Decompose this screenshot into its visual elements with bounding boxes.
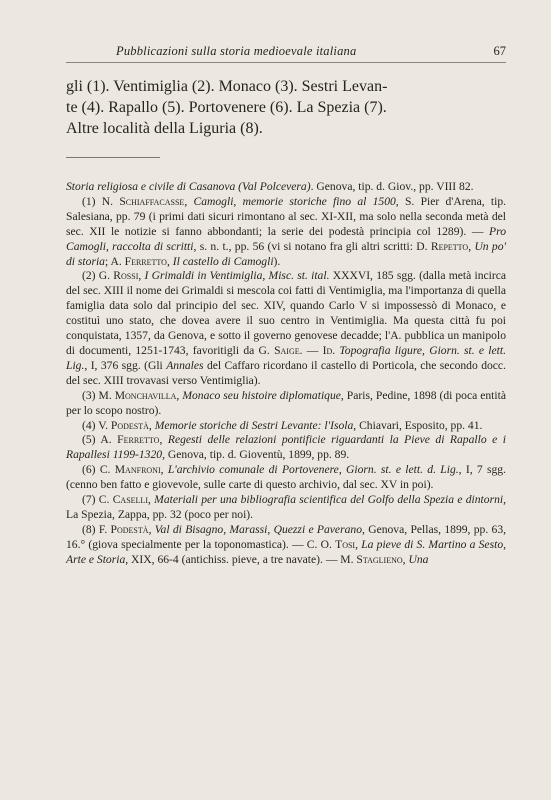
footnote: [66, 419, 506, 434]
body-line: Altre località della Liguria (8).: [66, 120, 263, 137]
footnote: [66, 433, 506, 463]
footnote-text: ,: [184, 194, 194, 208]
footnote-separator: [66, 157, 160, 158]
footnote-author: Caselli: [112, 493, 148, 507]
body-line: te (4). Rapallo (5). Portovenere (6). La Spezia (7).: [66, 99, 387, 116]
footnote-text: (6) C.: [82, 463, 115, 477]
footnote-title: Monaco seu histoire diplomatique: [182, 388, 341, 402]
footnote-title: Topografia ligure, Giorn. st. e lett. Lig.: [66, 343, 507, 372]
footnote-author: Repetto: [430, 239, 469, 253]
footnote-title: Il castello di Camogli: [172, 254, 274, 268]
footnote-text: ).: [273, 254, 281, 268]
footnote-author: Podestà: [110, 418, 149, 432]
footnote-text: , Genova, Pellas, 1899, pp. 63, 16.° (giova specialmente per la toponomastica). — C. O.: [66, 522, 507, 551]
footnote-author: Schiaffacasse: [119, 194, 185, 208]
footnote-text: ,: [176, 388, 183, 402]
footnote-text: ,: [160, 463, 168, 477]
footnote-text: XXXVI, 185 sgg. (dalla metà incirca del sec. XIII il nome dei Grimaldi si mescola coi fatti di Ventimiglia, ma l'importanza di quella famiglia data solo dal principio del sec. XIV, quando Carlo V si impossessò di Monaco, e costituì uno stato, che dovea avere il suo centro in Ventimiglia. Ma questa città fu poi conquistata, 1357, da Genova, e sotto il governo genovese decadde; l'A. pubblica un manipolo di documenti, 1251-1743, favoritigli da G.: [66, 269, 507, 357]
footnote-text: ,: [148, 493, 155, 507]
footnote-author: Manfroni: [114, 463, 161, 477]
footnote-text: , Genova, tip. d. Gioventù, 1899, pp. 89.: [162, 448, 350, 462]
footnote-author: Monchavilla: [114, 388, 177, 402]
footnote-title: Memorie storiche di Sestri Levante: l'Isola: [154, 418, 354, 432]
footnote-text: , I, 376 sgg. (Gli: [84, 358, 167, 372]
footnote-text: , I, 7 sgg. (cenno ben fatto e giovevole, sulle carte di questo archivio, dal sec. XV in poi).: [66, 463, 506, 492]
footnote: [66, 180, 506, 195]
footnote-text: ; A.: [104, 254, 125, 268]
footnotes: [66, 180, 506, 568]
footnote-text: .: [332, 343, 340, 357]
footnote-author: Ferretto: [124, 254, 167, 268]
footnote-text: (8) F.: [82, 522, 111, 536]
footnote-text: . Genova, tip. d. Giov., pp. VIII 82.: [310, 180, 474, 193]
body-text: [66, 76, 506, 139]
header-rule: [66, 62, 506, 63]
footnote-text: ,: [402, 552, 409, 566]
footnote-text: ,: [166, 254, 173, 268]
footnote-text: , XIX, 66-4 (antichiss. pieve, a tre navate). — M.: [125, 552, 357, 566]
footnote-text: ,: [159, 433, 168, 447]
footnote-title: Pro Camogli, raccolta di scritti: [66, 224, 506, 253]
page-number: 67: [493, 44, 506, 58]
footnote-title: Annales: [166, 358, 204, 372]
footnote-text: ,: [138, 269, 145, 283]
footnote: [66, 463, 506, 493]
footnote-title: Storia religiosa e civile di Casanova (Val Polcevera): [66, 180, 311, 193]
footnote-text: (3) M.: [82, 388, 115, 402]
footnote: [66, 493, 506, 523]
footnote-title: Camogli, memorie storiche fino al 1500: [193, 194, 396, 208]
body-paragraph: [66, 76, 506, 139]
footnote-text: del Caffaro ricordano il castello di Porticola, che secondo docc. del sec. XIII trovavasi verso Ventimiglia).: [66, 358, 506, 387]
footnote-text: (7) C.: [82, 493, 113, 507]
footnote: [66, 389, 506, 419]
footnote-text: , Paris, Pedine, 1898 (di poca entità per lo scopo nostro).: [66, 388, 506, 417]
footnote-title: La pieve di S. Martino a Sesto, Arte e Storia: [66, 537, 507, 566]
footnote-author: Id: [322, 343, 333, 357]
footnote-text: . —: [299, 343, 323, 357]
footnote-author: Staglieno: [356, 552, 403, 566]
footnote-text: (1) N.: [82, 194, 120, 208]
running-title: Pubblicazioni sulla storia medioevale italiana: [116, 44, 357, 58]
footnote-author: Tosi: [335, 537, 356, 551]
body-line: gli (1). Ventimiglia (2). Monaco (3). Sestri Levan-: [66, 78, 388, 95]
footnote-text: , La Spezia, Zappa, pp. 32 (poco per noi).: [66, 493, 507, 521]
footnote-author: Podestà: [110, 522, 149, 536]
footnote-title: Materiali per una bibliografia scientifica del Golfo della Spezia e dintorni: [154, 493, 504, 507]
footnote-text: ,: [148, 418, 155, 432]
footnote-author: Ferretto: [117, 433, 160, 447]
footnote-title: L'archivio comunale di Portovenere, Giorn. st. e lett. d. Lig.: [167, 463, 459, 477]
footnote-title: Una: [408, 552, 429, 566]
footnote: [66, 523, 506, 568]
footnote-text: , S. Pier d'Arena, tip. Salesiana, pp. 79 (i primi dati sicuri rimontano al sec. XI-XII, ma solo nella seconda metà del sec. XII le notizie si fanno abbondanti; la serie dei podestà principia col 1289). —: [66, 194, 507, 238]
footnote: [66, 269, 506, 388]
footnote-title: I Grimaldi in Ventimiglia, Misc. st. ital.: [144, 269, 330, 283]
footnote-text: (5) A.: [82, 433, 118, 447]
footnote-text: , s. n. t., pp. 56 (vi si notano fra gli altri scritti: D.: [193, 239, 431, 253]
footnote-text: (2) G.: [82, 269, 114, 283]
footnote-title: Regesti delle relazioni pontificie riguardanti la Pieve di Rapallo e i Rapallesi 1199-1320: [66, 433, 506, 462]
footnote-text: ,: [148, 522, 155, 536]
footnote-text: , Chiavari, Esposito, pp. 41.: [353, 418, 483, 432]
footnote-text: ,: [468, 239, 475, 253]
footnote-author: Rossi: [113, 269, 139, 283]
footnote-text: (4) V.: [82, 418, 111, 432]
footnote-text: ,: [355, 537, 362, 551]
footnote-title: Un po' di storia: [66, 239, 506, 268]
footnote: [66, 195, 506, 270]
footnote-author: Saige: [274, 343, 300, 357]
footnote-title: Val di Bisagno, Marassi, Quezzi e Paverano: [154, 522, 362, 536]
